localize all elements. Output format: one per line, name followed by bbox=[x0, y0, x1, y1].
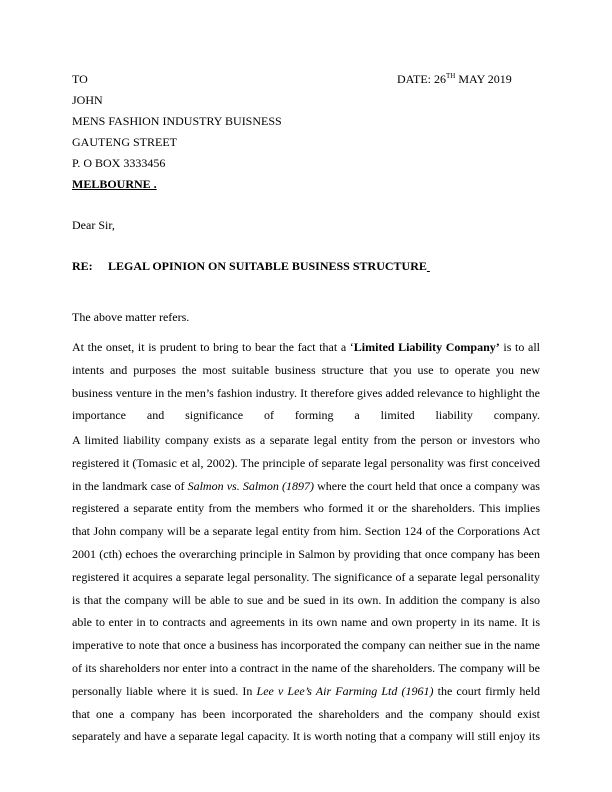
address-line-2: MENS FASHION INDUSTRY BUISNESS bbox=[72, 114, 282, 128]
text-run: personally liable where it is sued. In bbox=[72, 683, 257, 698]
text-run: At the onset, it is prudent to bring to bear the fact that a ‘ bbox=[72, 340, 354, 354]
paragraph-line: registered it (Tomasic et al, 2002). The principle of separate legal personality was first conceived bbox=[72, 455, 540, 470]
address-line-3: GAUTENG STREET bbox=[72, 135, 177, 149]
paragraph-line: of its shareholders nor enter into a contract in the name of the shareholders. The company will be bbox=[72, 660, 540, 675]
case-citation: Salmon vs. Salmon (1897) bbox=[187, 478, 314, 493]
letter-date bbox=[397, 72, 512, 86]
date-superscript: TH bbox=[446, 72, 456, 80]
paragraph-line bbox=[72, 680, 540, 703]
bold-term: Limited Liability Company’ bbox=[353, 340, 500, 354]
paragraph-line bbox=[72, 336, 540, 359]
case-citation: Lee v Lee’s Air Farming Ltd (1961) bbox=[256, 683, 434, 698]
text-run: in the landmark case of bbox=[72, 478, 188, 493]
paragraph-line: importance and significance of forming a limited liability company. bbox=[72, 408, 540, 423]
paragraph-line: is that the company will be able to sue and be sued in its own. In addition the company is also bbox=[72, 592, 540, 607]
paragraph-line: separately and have a separate legal capacity. It is worth noting that a company will still enjoy its bbox=[72, 729, 540, 744]
text-run: where the court held that once a company was bbox=[313, 478, 540, 493]
paragraph-2 bbox=[72, 429, 540, 748]
address-city: MELBOURNE . bbox=[72, 177, 157, 191]
date-suffix: MAY 2019 bbox=[455, 72, 512, 86]
paragraph-line: registered it acquires a separate legal personality. The significance of a separate legal personality bbox=[72, 569, 540, 584]
paragraph-line: that John company will be a separate legal entity from him. Section 124 of the Corporations Act bbox=[72, 524, 540, 539]
to-label: TO bbox=[72, 72, 88, 86]
paragraph-line: intents and purposes the most suitable business structure that you use to operate you new bbox=[72, 362, 540, 377]
subject-line bbox=[72, 259, 430, 273]
address-line-4: P. O BOX 3333456 bbox=[72, 156, 166, 170]
paragraph-line bbox=[72, 475, 540, 498]
subject-re: RE: bbox=[72, 259, 93, 273]
salutation: Dear Sir, bbox=[72, 218, 115, 232]
intro-sentence: The above matter refers. bbox=[72, 310, 190, 324]
paragraph-line: able to enter in to contracts and agreements in its own name and own property in its name. It is bbox=[72, 615, 540, 630]
paragraph-line: imperative to note that once a business has incorporated the company can neither sue in the name bbox=[72, 638, 540, 653]
paragraph-line: that one a company has been incorporated the shareholders and the company should exist bbox=[72, 706, 540, 721]
paragraph-line: 2001 (cth) echoes the overarching principle in Salmon by providing that once company has been bbox=[72, 546, 540, 561]
address-line-1: JOHN bbox=[72, 93, 103, 107]
text-run: the court firmly held bbox=[433, 683, 540, 698]
paragraph-line: registered a separate entity from the members who formed it or the shareholders. This implies bbox=[72, 501, 540, 516]
paragraph-1 bbox=[72, 336, 540, 427]
subject-title: LEGAL OPINION ON SUITABLE BUSINESS STRUCTURE bbox=[108, 259, 427, 273]
date-prefix: DATE: 26 bbox=[397, 72, 446, 86]
text-run: is to all bbox=[499, 340, 540, 354]
paragraph-line: business venture in the men’s fashion industry. It therefore gives added relevance to highlight the bbox=[72, 385, 540, 400]
paragraph-line: A limited liability company exists as a separate legal entity from the person or investors who bbox=[72, 433, 540, 447]
